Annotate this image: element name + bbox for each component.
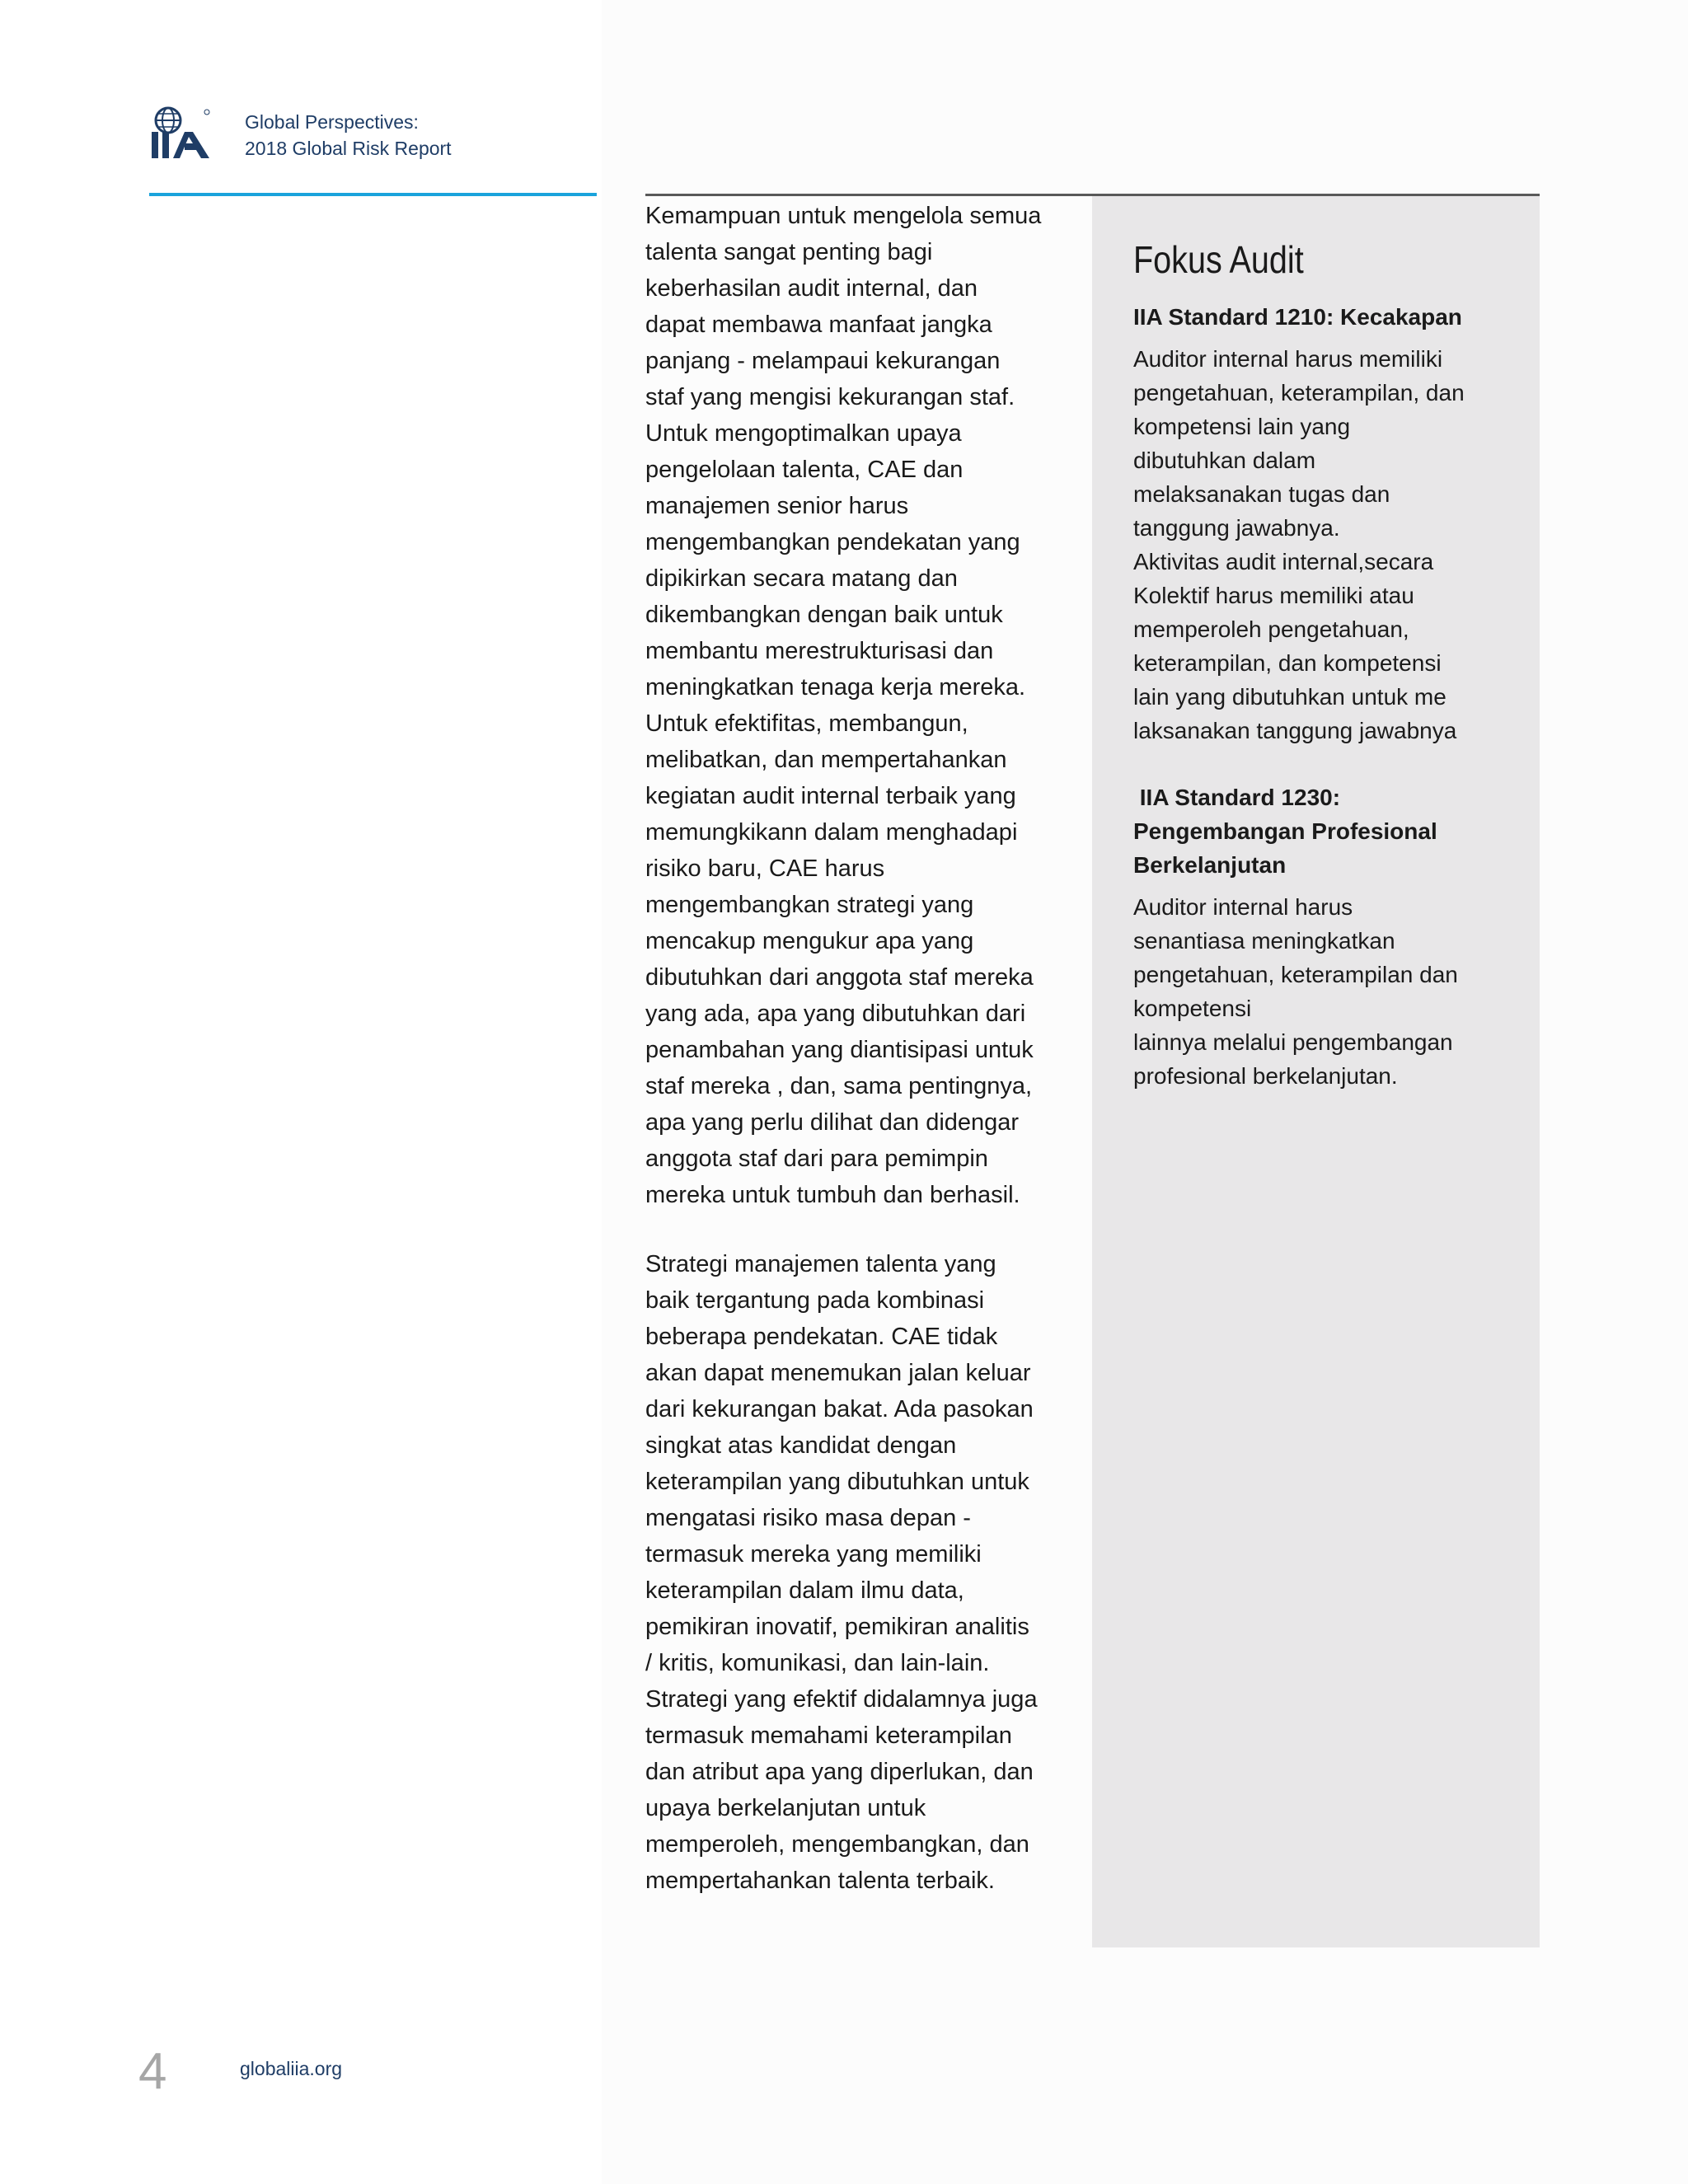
text-line: dibutuhkan dalam <box>1133 448 1316 473</box>
text-line: laksanakan tanggung jawabnya <box>1133 718 1457 743</box>
text-line: keberhasilan audit internal, dan <box>645 275 978 302</box>
text-line: profesional berkelanjutan. <box>1133 1063 1398 1089</box>
text-line: anggota staf dari para pemimpin <box>645 1146 988 1172</box>
text-line: panjang - melampaui kekurangan <box>645 348 1001 374</box>
text-line: pemikiran inovatif, pemikiran analitis <box>645 1614 1029 1640</box>
text-line: upaya berkelanjutan untuk <box>645 1795 926 1821</box>
text-line: dibutuhkan dari anggota staf mereka <box>645 964 1034 991</box>
text-line: manajemen senior harus <box>645 493 909 519</box>
text-line: singkat atas kandidat dengan <box>645 1432 957 1459</box>
main-body-text <box>645 198 1074 1899</box>
text-line: apa yang perlu dilihat dan didengar <box>645 1109 1020 1136</box>
text-line: senantiasa meningkatkan <box>1133 928 1395 954</box>
text-line: tanggung jawabnya. <box>1133 515 1340 541</box>
text-line: melaksanakan tugas dan <box>1133 481 1390 507</box>
text-line: Untuk efektifitas, membangun, <box>645 710 968 737</box>
text-line: penambahan yang diantisipasi untuk <box>645 1037 1034 1063</box>
header-rule-blue <box>149 193 597 196</box>
text-line: pengelolaan talenta, CAE dan <box>645 457 964 483</box>
text-line: dari kekurangan bakat. Ada pasokan <box>645 1396 1034 1422</box>
text-line: Auditor internal harus <box>1133 894 1353 920</box>
text-line: Strategi yang efektif didalamnya juga <box>645 1686 1038 1713</box>
text-line: lain yang dibutuhkan untuk me <box>1133 684 1447 710</box>
audit-focus-sidebar <box>1092 196 1540 1947</box>
standard-1210-heading: IIA Standard 1210: Kecakapan <box>1133 304 1462 330</box>
text-line: lainnya melalui pengembangan <box>1133 1029 1453 1055</box>
text-line: mereka untuk tumbuh dan berhasil. <box>645 1182 1020 1208</box>
text-line: mencakup mengukur apa yang <box>645 928 974 954</box>
text-line: pengetahuan, keterampilan dan <box>1133 962 1458 987</box>
text-line: meningkatkan tenaga kerja mereka. <box>645 674 1026 701</box>
sidebar-body <box>1133 300 1529 1093</box>
report-title-line2: 2018 Global Risk Report <box>245 138 452 159</box>
sidebar-title: Fokus Audit <box>1133 238 1304 281</box>
text-line: termasuk memahami keterampilan <box>645 1722 1012 1749</box>
text-line: beberapa pendekatan. CAE tidak <box>645 1324 998 1350</box>
footer-url: globaliia.org <box>240 2058 343 2079</box>
text-line: membantu merestrukturisasi dan <box>645 638 994 664</box>
text-line: Kemampuan untuk mengelola semua <box>645 203 1042 229</box>
text-line: mempertahankan talenta terbaik. <box>645 1868 995 1894</box>
text-line: mengatasi risiko masa depan - <box>645 1505 971 1531</box>
text-line: keterampilan yang dibutuhkan untuk <box>645 1469 1029 1495</box>
text-line: / kritis, komunikasi, dan lain-lain. <box>645 1650 990 1676</box>
text-line: Aktivitas audit internal,secara <box>1133 549 1434 574</box>
standard-1230-heading: Pengembangan Profesional <box>1133 818 1437 844</box>
text-line: melibatkan, dan mempertahankan <box>645 747 1007 773</box>
text-line: dapat membawa manfaat jangka <box>645 312 992 338</box>
text-line: staf mereka , dan, sama pentingnya, <box>645 1073 1033 1099</box>
text-line: termasuk mereka yang memiliki <box>645 1541 982 1568</box>
text-line: pengetahuan, keterampilan, dan <box>1133 380 1465 405</box>
text-line: memungkikann dalam menghadapi <box>645 819 1018 846</box>
text-line: mengembangkan pendekatan yang <box>645 529 1020 555</box>
text-line: Kolektif harus memiliki atau <box>1133 583 1414 608</box>
text-line: risiko baru, CAE harus <box>645 855 885 882</box>
text-line: dikembangkan dengan baik untuk <box>645 602 1003 628</box>
text-line: memperoleh, mengembangkan, dan <box>645 1831 1029 1858</box>
paragraph-1 <box>645 198 1074 1213</box>
text-line: talenta sangat penting bagi <box>645 239 933 265</box>
text-line: akan dapat menemukan jalan keluar <box>645 1360 1031 1386</box>
text-line: keterampilan dalam ilmu data, <box>645 1577 964 1604</box>
iia-globe-logo <box>148 104 214 160</box>
text-line: baik tergantung pada kombinasi <box>645 1287 985 1314</box>
text-line: Untuk mengoptimalkan upaya <box>645 420 962 447</box>
text-line: kegiatan audit internal terbaik yang <box>645 783 1016 809</box>
text-line: Strategi manajemen talenta yang <box>645 1251 996 1277</box>
report-title-line1: Global Perspectives: <box>245 111 419 133</box>
text-line: dipikirkan secara matang dan <box>645 565 958 592</box>
text-line: yang ada, apa yang dibutuhkan dari <box>645 1001 1026 1027</box>
report-title <box>245 109 452 162</box>
text-line: kompetensi lain yang <box>1133 414 1351 439</box>
text-line: keterampilan, dan kompetensi <box>1133 650 1442 676</box>
text-line: memperoleh pengetahuan, <box>1133 616 1409 642</box>
standard-1230-heading: IIA Standard 1230: <box>1133 785 1341 810</box>
logo-text: IIA <box>148 104 150 105</box>
text-line: staf yang mengisi kekurangan staf. <box>645 384 1015 410</box>
text-line: Auditor internal harus memiliki <box>1133 346 1443 372</box>
standard-1230-heading: Berkelanjutan <box>1133 852 1287 878</box>
text-line: kompetensi <box>1133 996 1252 1021</box>
text-line: mengembangkan strategi yang <box>645 892 974 918</box>
text-line: dan atribut apa yang diperlukan, dan <box>645 1759 1034 1785</box>
paragraph-2 <box>645 1246 1074 1899</box>
page-number: 4 <box>138 2043 167 2100</box>
